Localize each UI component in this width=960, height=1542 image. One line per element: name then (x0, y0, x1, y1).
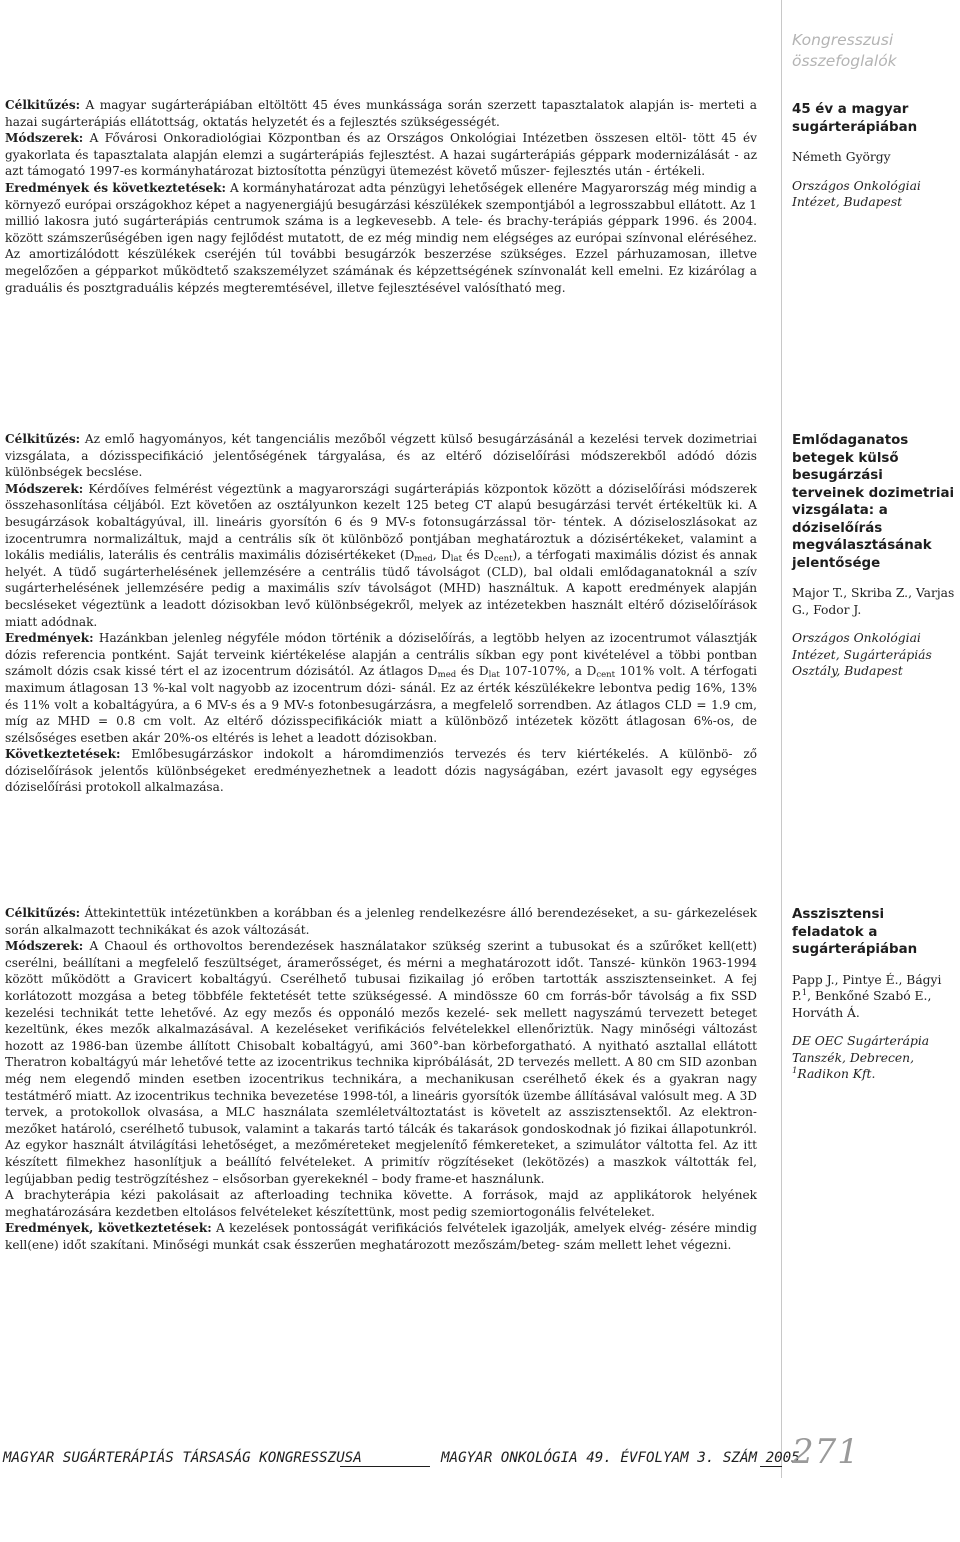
run-text: A brachyterápia kézi pakolásait az afterloading technika követte. A források, majd az applikátorok helyének meghatározására kezdetben eltolásos felvételeket készítettünk, most pedig szemiortogonális felvételeket. (5, 1188, 757, 1219)
abstract-2-sidebar (792, 432, 957, 692)
run-heading: Eredmények: (5, 631, 94, 646)
footer-journal-issue: MAGYAR ONKOLÓGIA 49. ÉVFOLYAM 3. SZÁM 2005 (441, 1450, 800, 1466)
paragraph (792, 630, 957, 680)
run-text: A kormányhatározat adta pénzügyi lehetőségek ellenére Magyarország még mindig a környező európai országokhoz képet a nagyenergiájú besugárzási készülékek szempontjából a legrosszabbul ellátott. Az 1 millió lakosra jutó sugárterápiás centrumok száma is a legkevesebb. A tele- és brachy-terápiás géppark 1996. és 2004. között számszerűségében igen nagy fejlődést mutatott, de ez még mindig nem elégséges az európai színvonal eléréséhez. Az amortizálódott készülékek cseréjén túl további besugárzók beszerzése szükséges. Ezzel párhuzamosan, illetve megelőzően a gépparkot működtető szakszemélyzet számának és képzettségének színvonalát kell emelni. Ez kizárólag a graduális és posztgraduális képzés megteremtésével, illetve fejlesztésével valósítható meg. (5, 180, 757, 295)
run-text: Országos Onkológiai Intézet, Budapest (792, 178, 921, 210)
run-text: 101% volt. A térfogati maximum átlagosan 13 %-kal volt nagyobb az izocentrum dózi- sánál. Ez az érték készülékekre lebontva pedig 16%, 13% és 11% volt a kobaltágyúra, a 6 MV-s és a 9 MV-s fotonbesugárzásra, a megfelelő sorrendben. Az átlagos CLD = 1.9 cm, míg az MHD = 0.8 cm volt. Az eltérő dózisspecifikációk miatt a különböző intézetek között átlagosan 6%-os, de szélsőséges esetben akár 20%-os eltérés is lehet a leadott dózisokban. (5, 664, 758, 745)
paragraph (5, 938, 757, 1187)
run-text: Kérdőíves felmérést végeztünk a magyarországi sugárterápiás központok között a dóziselőírási módszerek összehasonlítása céljából. Ezt követően az osztályunkon kezelt 125 beteg CT alapú besugárzási tervét értékeltük ki. A besugárzások kobaltágyúval, ill. lineáris gyorsítón 6 és 9 MV-s fotonsugárzással tör- téntek. A dóziseloszlásokat az izocentrumra normalizáltuk, majd a centrális sík öt különböző pontjában meghatároztuk a dózisértékeket, valamint a lokális mediális, laterális és centrális maximális dózisértékeket (D (5, 481, 757, 563)
column-divider (781, 0, 782, 1478)
run-text: Hazánkban jelenleg négyféle módon történik a dóziselőírás, a legtöbb helyen az izocentrumot választják dózis referencia pontként. Saját terveink kiértékelése alapján a centrális síkban egy pont kivételével a többi pontban számolt dózis csak kissé tért el az izocentrum dózisától. Az átlagos D (5, 631, 757, 679)
paragraph (792, 149, 957, 166)
run-text: lat (488, 670, 500, 681)
paragraph (792, 1033, 957, 1083)
footer-rule-left (340, 1466, 430, 1467)
run-text: és D (461, 548, 494, 563)
paragraph (792, 972, 957, 1022)
run-heading: Következtetések: (5, 747, 121, 762)
run-heading: Célkitűzés: (5, 432, 81, 446)
run-text: 1 (801, 988, 808, 998)
abstract-2-authors (792, 585, 957, 618)
paragraph (792, 585, 957, 618)
paragraph (5, 431, 757, 481)
run-text: cent (596, 670, 616, 681)
abstract-1-authors (792, 149, 957, 166)
paragraph (5, 130, 757, 180)
abstract-3-body (5, 905, 757, 1253)
run-text: Emlőbesugárzáskor indokolt a háromdimenziós tervezés és terv kiértékelés. A különbö- ző dóziselőírások jelentős különbségeket eredményezhetnek a leadott dózis nagyságában, ezért javasolt egy egységes dóziselőírási protokoll alkalmazása. (5, 747, 757, 795)
footer-congress-title: MAGYAR SUGÁRTERÁPIÁS TÁRSASÁG KONGRESSZUSA (3, 1450, 362, 1466)
abstract-1-title: 45 év a magyar sugárterápiában (792, 102, 918, 135)
run-text: Papp J., Pintye É., Bágyi P. (792, 972, 942, 1003)
run-text: med (414, 554, 433, 565)
page-number: 271 (792, 1432, 860, 1472)
run-text: Radikon Kft. (797, 1067, 876, 1082)
run-text: A magyar sugárterápiában eltöltött 45 éves munkássága során szerzett tapasztalatok alapján is- merteti a hazai sugárterápiás ellátottság, oktatás helyzetét és a fejlesztés szükségességét. (5, 98, 757, 129)
footer-rule-right (760, 1466, 782, 1467)
abstract-1-body (5, 97, 757, 296)
abstract-2-institution (792, 630, 957, 680)
abstract-3-title: Asszisztensi feladatok a sugárterápiában (792, 907, 918, 957)
abstract-3-sidebar (792, 906, 957, 1095)
paragraph (5, 630, 757, 746)
run-text: Áttekintettük intézetünkben a korábban és a jelenleg rendelkezésre álló berendezéseket, a su- gárkezelések során alkalmazott technikákat és azok változását. (5, 906, 757, 937)
run-text: DE OEC Sugárterápia Tanszék, Debrecen, (792, 1034, 930, 1065)
run-heading: Eredmények és következtetések: (5, 180, 227, 195)
paragraph (5, 1187, 757, 1220)
run-heading: Módszerek: (5, 131, 84, 146)
run-text: Major T., Skriba Z., Varjas G., Fodor J. (792, 586, 955, 617)
abstract-1-institution (792, 178, 957, 211)
paragraph (5, 481, 757, 630)
run-text: 107-107%, a D (499, 664, 597, 679)
run-text: cent (493, 554, 513, 565)
abstract-3-institution (792, 1033, 957, 1083)
abstract-2-title: Emlődaganatos betegek külső besugárzási terveinek dozimetriai vizsgálata: a dóziselőírás megválasztásának jelentősége (792, 433, 955, 571)
section-header-line1: Kongresszusi (792, 31, 894, 49)
run-text: lat (450, 554, 462, 565)
run-text: ), a térfogati maximális dózist és annak helyét. A tüdő sugárterhelésének jellemzésére a centrális tüdő távolságot (CLD), bal oldali emlődaganatoknál a szív sugárterhelésének jellemzésére pedig a maximális szív távolságot (MHD) használtuk. A kapott eredmények alapján becsléseket végeztünk a leadott dózisokban levő különbségekről, melyek az intézetekben használt eltérő dóziselőírások miatt adódnak. (5, 548, 757, 629)
section-header (792, 30, 952, 72)
paragraph (5, 905, 757, 938)
abstract-2-body (5, 431, 757, 796)
run-text: Németh György (792, 150, 891, 164)
run-text: A Chaoul és orthovoltos berendezések használatakor szükség szerint a tubusokat és a szűrőket kell(ett) cserélni, beállítani a megfelelő feszültséget, áramerősséget, és mérni a meghatározott időt. Tanszé- künkön 1963-1994 között működött a Gravicert kobaltágyú. Cserélhető tubusai fizikailag jó erőben tartották asszisztenseinket. A fej korlátozott mozgása a beteg többféle fektetését tette szükségessé. A mindössze 60 cm forrás-bőr távolság a fix SSD kezelési technikát tette lehetővé. Az egy mezős és opponáló mezős kezelé- sek mellett nagyszámú tervezett beteget kezeltünk, ékes mezők alkalmazásával. A kezeléseket verifikációs felvételekkel ellenőriztük. Nagy minőségi változást hozott az 1986-ban üzembe állított Chisobalt kobaltágyú, ami 360°-ban körbeforgatható. A nyitható asztallal ellátott Theratron kobaltágyú már lehetővé tette az izocentrikus technika kipróbálását, 2D tervezés mellett. A 80 cm SID azonban még nem elegendő minden esetben izocentrikus technikára, a mechanikusan cserélhető ékek és a gyakran nagy testátmérő miatt. Az izocentrikus technika bevezetése 1998-tól, a lineáris gyorsítók üzembe állításával valósult meg. A 3D tervek, a protokollok olvasása, a MLC használata szemléletváltoztatást is követelt az asszisztensektől. Az elektron- mezőket határoló, cserélhető tubusok, valamint a takarás tartó tálcák és takarások gondoskodnak jó fizikai állapotunkról. Az egykor használt átvilágítási lehetőséget, a mezőméreteket megjelenítő fémkereteket, a szimulátor váltotta fel. Az itt készített filmekhez hasonlítjuk a beállító felvételeket. A primitív rögzítéseket (lekötözés) a maszkok váltották fel, legújabban pedig teströgzítéshez – elsősorban gyerekeknél – body frame-et használunk. (5, 939, 757, 1186)
run-text: A kezelések pontosságát verifikációs felvételek igazolják, amelyek elvég- zésére mindig kell(ene) időt szakítani. Minőségi munkát csak ésszerűen meghatározott mezőszám/beteg- szám mellett lehet végezni. (5, 1221, 757, 1252)
run-text: , Benkőné Szabó E., Horváth Á. (792, 989, 932, 1020)
paragraph (792, 178, 957, 211)
run-heading: Célkitűzés: (5, 98, 81, 112)
run-text: 1 (792, 1066, 798, 1077)
run-text: A Fővárosi Onkoradiológiai Központban és az Országos Onkológiai Intézetben összesen eltöl- tött 45 év gyakorlata és tapasztalata alapján elemzi a sugárterápiás fejlesztést. A hazai sugárterápiás géppark modernizálását - az azt támogató 1997-es kormányhatározat biztosította pénzügyi ütemezést követő műszer- fejlesztés után - értékeli. (5, 131, 757, 179)
abstract-3-authors (792, 972, 957, 1022)
run-text: és D (456, 664, 489, 679)
paragraph (5, 746, 757, 796)
section-header-line2: összefoglalók (792, 52, 897, 70)
run-text: med (437, 670, 457, 681)
paragraph (5, 1220, 757, 1253)
run-heading: Eredmények, következtetések: (5, 1221, 212, 1236)
paragraph (5, 97, 757, 130)
abstract-1-sidebar (792, 101, 957, 223)
run-heading: Módszerek: (5, 939, 84, 954)
paragraph (5, 180, 757, 296)
run-heading: Célkitűzés: (5, 906, 81, 920)
run-heading: Módszerek: (5, 481, 84, 496)
run-text: , D (432, 548, 451, 563)
run-text: Országos Onkológiai Intézet, Sugárterápiás Osztály, Budapest (792, 631, 932, 679)
run-text: Az emlő hagyományos, két tangenciális mezőből végzett külső besugárzásánál a kezelési tervek dozimetriai vizsgálata, a dózisspecifikáció jelentőségének tárgyalása, és az eltérő dóziselőírási módszerekből adódó dózis különbségek becslése. (5, 432, 757, 480)
